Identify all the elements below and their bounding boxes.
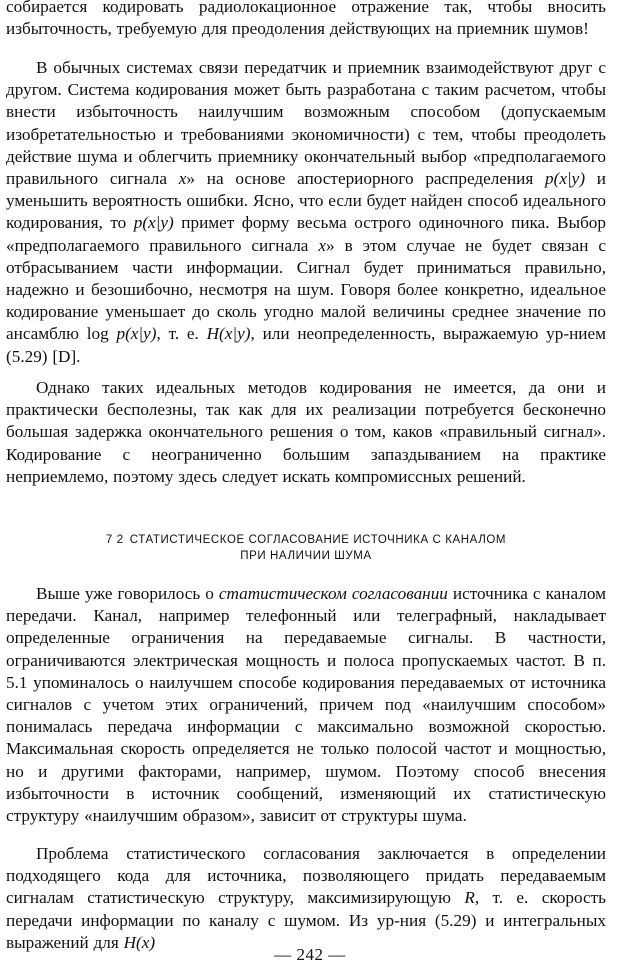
math-r: R xyxy=(464,888,475,908)
section-heading xyxy=(6,532,606,564)
paragraph-communication-systems xyxy=(6,57,606,368)
math-p-x-given-y: p(x|y) xyxy=(133,213,174,233)
paragraph-text: , т. е. скорость передачи информации по каналу с шумом. Из ур-ния (5.29) и интегральных выражений для xyxy=(6,888,607,952)
paragraph-text: собирается кодировать радиолокационное отражение так, чтобы вносить избыточность, требуемую для преодоления действующих на приемник шумов! xyxy=(6,0,606,39)
paragraph-text: Однако таких идеальных методов кодирования не имеется, да они и практически бесполезны, так как для их реализации потребуется бесконечно большая задержка окончательного решения о том, каков «правильный сигнал». Кодирование с неограниченно большим запаздыванием на практике неприемлемо, поэтому здесь следует искать компромиссных решений. xyxy=(6,378,606,486)
math-p-x-given-y: p(x|y) xyxy=(116,324,157,344)
section-title-part-2: ПРИ НАЛИЧИИ ШУМА xyxy=(240,550,372,562)
paragraph-text: Выше уже говорилось о xyxy=(36,584,219,603)
math-p-x-given-y: p(x|y) xyxy=(545,169,586,189)
math-x: x xyxy=(178,169,187,189)
paragraph-text: В обычных системах связи передатчик и приемник взаимодействуют друг с другом. Система кодирования может быть разработана с таким расчетом, чтобы внести избыточность наилучшим возможным способом (допускаемым изобретательностью и требованиями экономичности) с тем, чтобы преодолеть действие шума и облегчить приемнику окончательный выбор «предполагаемого правильного сигнала xyxy=(6,58,606,189)
paragraph-text: источника с каналом передачи. Канал, например телефонный или телеграфный, накладывает определенные ограничения на передаваемые сигналы. В частности, ограничиваются электрическая мощность и полоса пропускаемых частот. В п. 5.1 упоминалось о наилучшем способе кодирования передаваемых от источника сигналов с учетом этих ограничений, причем под «наилучшим способом» понималась передача информации с максимально возможной скоростью. Максимальная скорость определяется не только полосой частот и мощностью, но и другими факторами, например, шумом. Поэтому способ внесения избыточности в источник сообщений, изменяющий их статистическую структуру «наилучшим образом», зависит от структуры шума. xyxy=(6,584,606,826)
paragraph-text: , или неопределенность, выражаемую ур-нием (5.29) [D]. xyxy=(6,324,606,366)
math-x: x xyxy=(318,235,327,255)
paragraph-ideal-methods xyxy=(6,377,606,488)
paragraph-text: » на основе апостериорного распределения xyxy=(186,169,546,189)
paragraph-text: примет форму весьма острого одиночного пика. Выбор «предполагаемого правильного сигнала xyxy=(6,213,606,255)
math-h-x: H(x) xyxy=(123,932,156,952)
paragraph-continuation xyxy=(6,0,606,40)
section-heading-line-1 xyxy=(6,532,606,548)
paragraph-statistical-matching xyxy=(6,583,606,827)
emphasized-term: статистическом согласовании xyxy=(218,584,448,603)
paragraph-text: Проблема статистического согласования заключается в определении подходящего кода для источника, позволяющего придать передаваемым сигналам статистическую структуру, максимизирующую xyxy=(6,844,606,908)
section-title-part-1: СТАТИСТИЧЕСКОЕ СОГЛАСОВАНИЕ ИСТОЧНИКА С КАНАЛОМ xyxy=(129,534,507,546)
page-number: — 242 — xyxy=(274,945,346,964)
paragraph-text: , т. е. xyxy=(156,324,207,344)
paragraph-matching-problem xyxy=(6,843,606,954)
paragraph-text: » в этом случае не будет связан с отбрасыванием части информации. Сигнал будет приниматься правильно, надежно и безошибочно, несмотря на шум. Говоря более конкретно, идеальное кодирование уменьшает до сколь угодно малой величины среднее значение по ансамблю log xyxy=(6,235,606,344)
section-number: 7 2 xyxy=(105,534,124,546)
paragraph-text: и уменьшить вероятность ошибки. Ясно, что если будет найден способ идеального кодирования, то xyxy=(6,169,607,233)
math-h-x-given-y: H(x|y) xyxy=(206,324,251,344)
